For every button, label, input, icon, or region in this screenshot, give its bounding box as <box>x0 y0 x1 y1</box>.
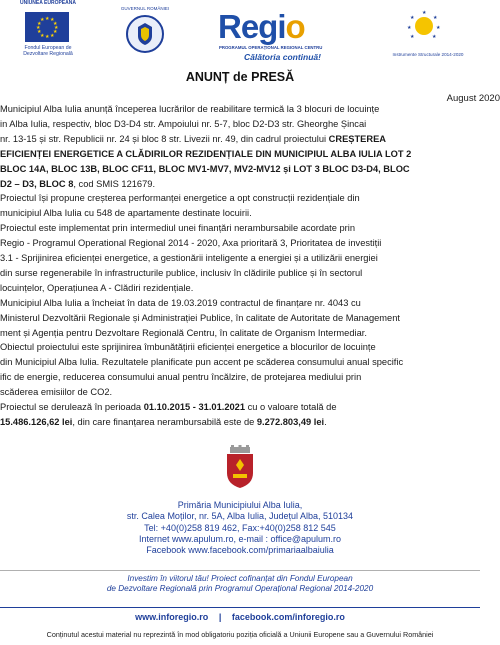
body-text: Regio - Programul Operational Regional 2014 - 2020, Axa prioritară 3, Prioritatea de investiții <box>0 238 382 249</box>
body-line <box>0 149 411 160</box>
svg-text:★: ★ <box>410 15 415 21</box>
body-text: municipiul Alba Iulia cu 548 de apartamente destinate locuirii. <box>0 208 252 219</box>
body-text: . <box>324 416 327 427</box>
body-text: Proiectul este implementat prin intermediul unei finanțări nerambursabile acordate prin <box>0 223 356 234</box>
body-line <box>0 342 376 353</box>
svg-text:★: ★ <box>45 16 50 22</box>
body-text: , din care finanțarea nerambursabilă este de <box>72 416 257 427</box>
government-emblem-logo <box>126 15 164 53</box>
body-line <box>0 402 337 413</box>
svg-text:★: ★ <box>37 29 42 35</box>
body-line <box>0 253 378 264</box>
body-line <box>0 283 193 294</box>
svg-text:★: ★ <box>54 25 59 31</box>
body-line <box>0 238 381 249</box>
bold-text: BLOC 14A, BLOC 13B, BLOC CF11, BLOC MV1-MV7, MV2-MV12 și LOT 3 BLOC D3-D4, BLOC <box>0 163 410 174</box>
contact-line: Internet www.apulum.ro, e-mail : office@apulum.ro <box>138 533 342 544</box>
body-text: nr. 13-15 și str. Republicii nr. 24 și bloc 8 str. Livezii nr. 49, din cadrul proiectului <box>0 133 329 144</box>
bold-text: CREȘTEREA <box>328 133 386 144</box>
body-text: 3.1 - Sprijinirea eficienței energetice, a gestionării inteligente a energiei și a utilizării energiei <box>0 253 378 263</box>
svg-text:★: ★ <box>45 34 50 40</box>
body-line <box>0 164 410 175</box>
body-line <box>0 179 155 190</box>
svg-text:★: ★ <box>422 10 427 16</box>
body-line <box>0 268 362 279</box>
structural-instruments-logo <box>404 10 444 50</box>
bold-text: EFICIENȚEI ENERGETICE A CLĂDIRILOR REZIDENȚIALE DIN MUNICIPIUL ALBA IULIA LOT 2 <box>0 148 412 159</box>
inforegio-link[interactable]: www.inforegio.ro <box>135 612 209 622</box>
eu-fund-caption: Fondul European de Dezvoltare Regională <box>23 45 73 57</box>
svg-text:★: ★ <box>40 33 45 39</box>
contact-line: Facebook www.facebook.com/primariaalbaiulia <box>146 545 334 556</box>
svg-text:★: ★ <box>432 34 437 40</box>
contact-line: str. Calea Moților, nr. 5A, Alba Iulia, Județul Alba, 510134 <box>126 511 354 522</box>
body-line <box>0 387 112 398</box>
body-line <box>0 104 379 115</box>
page-title: ANUNȚ de PRESĂ <box>185 70 295 84</box>
regio-program-caption: PROGRAMUL OPERAȚIONAL REGIONAL CENTRU <box>219 45 323 50</box>
structural-instruments-caption: Instrumente Structurale 2014-2020 <box>392 52 464 57</box>
bold-text: 9.272.803,49 lei <box>256 416 325 427</box>
body-text: Municipiul Alba Iulia anunță începerea lucrărilor de reabilitare termică la 3 blocuri de locuințe <box>0 104 380 114</box>
body-line <box>0 208 252 219</box>
eu-caption: UNIUNEA EUROPEANĂ <box>20 0 76 6</box>
body-text: locuințelor, Operațiunea A - Clădiri rezidențiale. <box>0 282 194 293</box>
body-text: Proiectul se derulează în perioada <box>0 402 144 412</box>
bold-text: 01.10.2015 - 31.01.2021 <box>143 402 246 412</box>
body-text: scăderea emisiilor de CO2. <box>0 387 113 398</box>
svg-text:★: ★ <box>50 17 55 23</box>
body-text: Ministerul Dezvoltării Regionale și Administrației Publice, în calitate de Autoritate de Management <box>0 312 400 323</box>
body-line <box>0 119 366 130</box>
alba-iulia-coat-of-arms <box>222 447 258 489</box>
slogan-line: Investim în viitorul tău! Proiect cofinanțat din Fondul European <box>127 574 353 583</box>
press-date: August 2020 <box>446 93 500 104</box>
body-text: , cod SMIS 121679. <box>73 178 156 189</box>
body-text: din surse regenerabile în infrastructurile publice, inclusiv în clădirile publice și în sectorul <box>0 267 363 278</box>
svg-text:★: ★ <box>53 29 58 35</box>
body-line <box>0 298 361 309</box>
body-line <box>0 328 367 339</box>
link-separator: | <box>218 612 222 622</box>
body-text: in Alba Iulia, respectiv, bloc D3-D4 str. Ampoiului nr. 5-7, bloc D2-D3 str. Gheorghe Șincai <box>0 118 367 129</box>
body-line <box>0 134 386 145</box>
press-release-body <box>0 104 480 434</box>
body-text: cu o valoare totală de <box>245 402 337 412</box>
body-line <box>0 193 360 204</box>
svg-text:★: ★ <box>50 33 55 39</box>
body-text: Obiectul proiectului este sprijinirea îmbunătățirii eficienței energetice a blocurilor de locuințe <box>0 342 376 353</box>
svg-text:★: ★ <box>40 17 45 23</box>
divider <box>0 570 480 571</box>
svg-text:★: ★ <box>37 21 42 27</box>
body-line <box>0 417 327 428</box>
body-line <box>0 372 361 383</box>
svg-text:★: ★ <box>436 25 441 31</box>
body-text: ment și Agenția pentru Dezvoltare Regională Centru, în calitate de Organism Intermediar. <box>0 327 367 338</box>
svg-text:★: ★ <box>53 21 58 27</box>
body-line <box>0 223 355 234</box>
program-slogan <box>0 574 480 594</box>
bold-text: 15.486.126,62 lei <box>0 416 73 427</box>
gov-caption: GUVERNUL ROMÂNIEI <box>120 6 170 11</box>
contact-block <box>0 500 480 556</box>
contact-line: Primăria Municipiului Alba Iulia, <box>177 500 303 510</box>
svg-text:★: ★ <box>407 25 412 31</box>
slogan-line: de Dezvoltare Regională prin Programul Operațional Regional 2014-2020 <box>106 584 374 593</box>
web-links <box>0 612 480 622</box>
svg-text:★: ★ <box>36 25 41 31</box>
body-text: ific de energie, reducerea consumului anual pentru încălzire, de protejarea mediului prin <box>0 372 362 383</box>
svg-text:★: ★ <box>433 15 438 21</box>
disclaimer: Conținutul acestui material nu reprezintă în mod obligatoriu poziția oficială a Uniunii Europene sau a Guvernului României <box>46 630 434 639</box>
facebook-link[interactable]: facebook.com/inforegio.ro <box>231 612 345 622</box>
divider <box>0 607 480 608</box>
eu-flag-logo <box>25 12 69 42</box>
contact-line: Tel: +40(0)258 819 462, Fax:+40(0)258 812 545 <box>144 522 336 533</box>
svg-text:★: ★ <box>410 34 415 40</box>
regio-slogan: Călătoria continuă! <box>244 52 321 62</box>
regio-logo: Regio <box>218 8 305 45</box>
body-text: Municipiul Alba Iulia a încheiat în data de 19.03.2019 contractul de finanțare nr. 4043 cu <box>0 297 361 308</box>
body-text: Proiectul își propune creșterea performanței energetice a opt construcții rezidențiale din <box>0 193 360 204</box>
bold-text: D2 – D3, BLOC 8 <box>0 178 74 189</box>
body-line <box>0 357 403 368</box>
body-line <box>0 313 400 324</box>
body-text: din Municipiul Alba Iulia. Rezultatele planificate pun accent pe scăderea consumului anual specific <box>0 357 404 368</box>
